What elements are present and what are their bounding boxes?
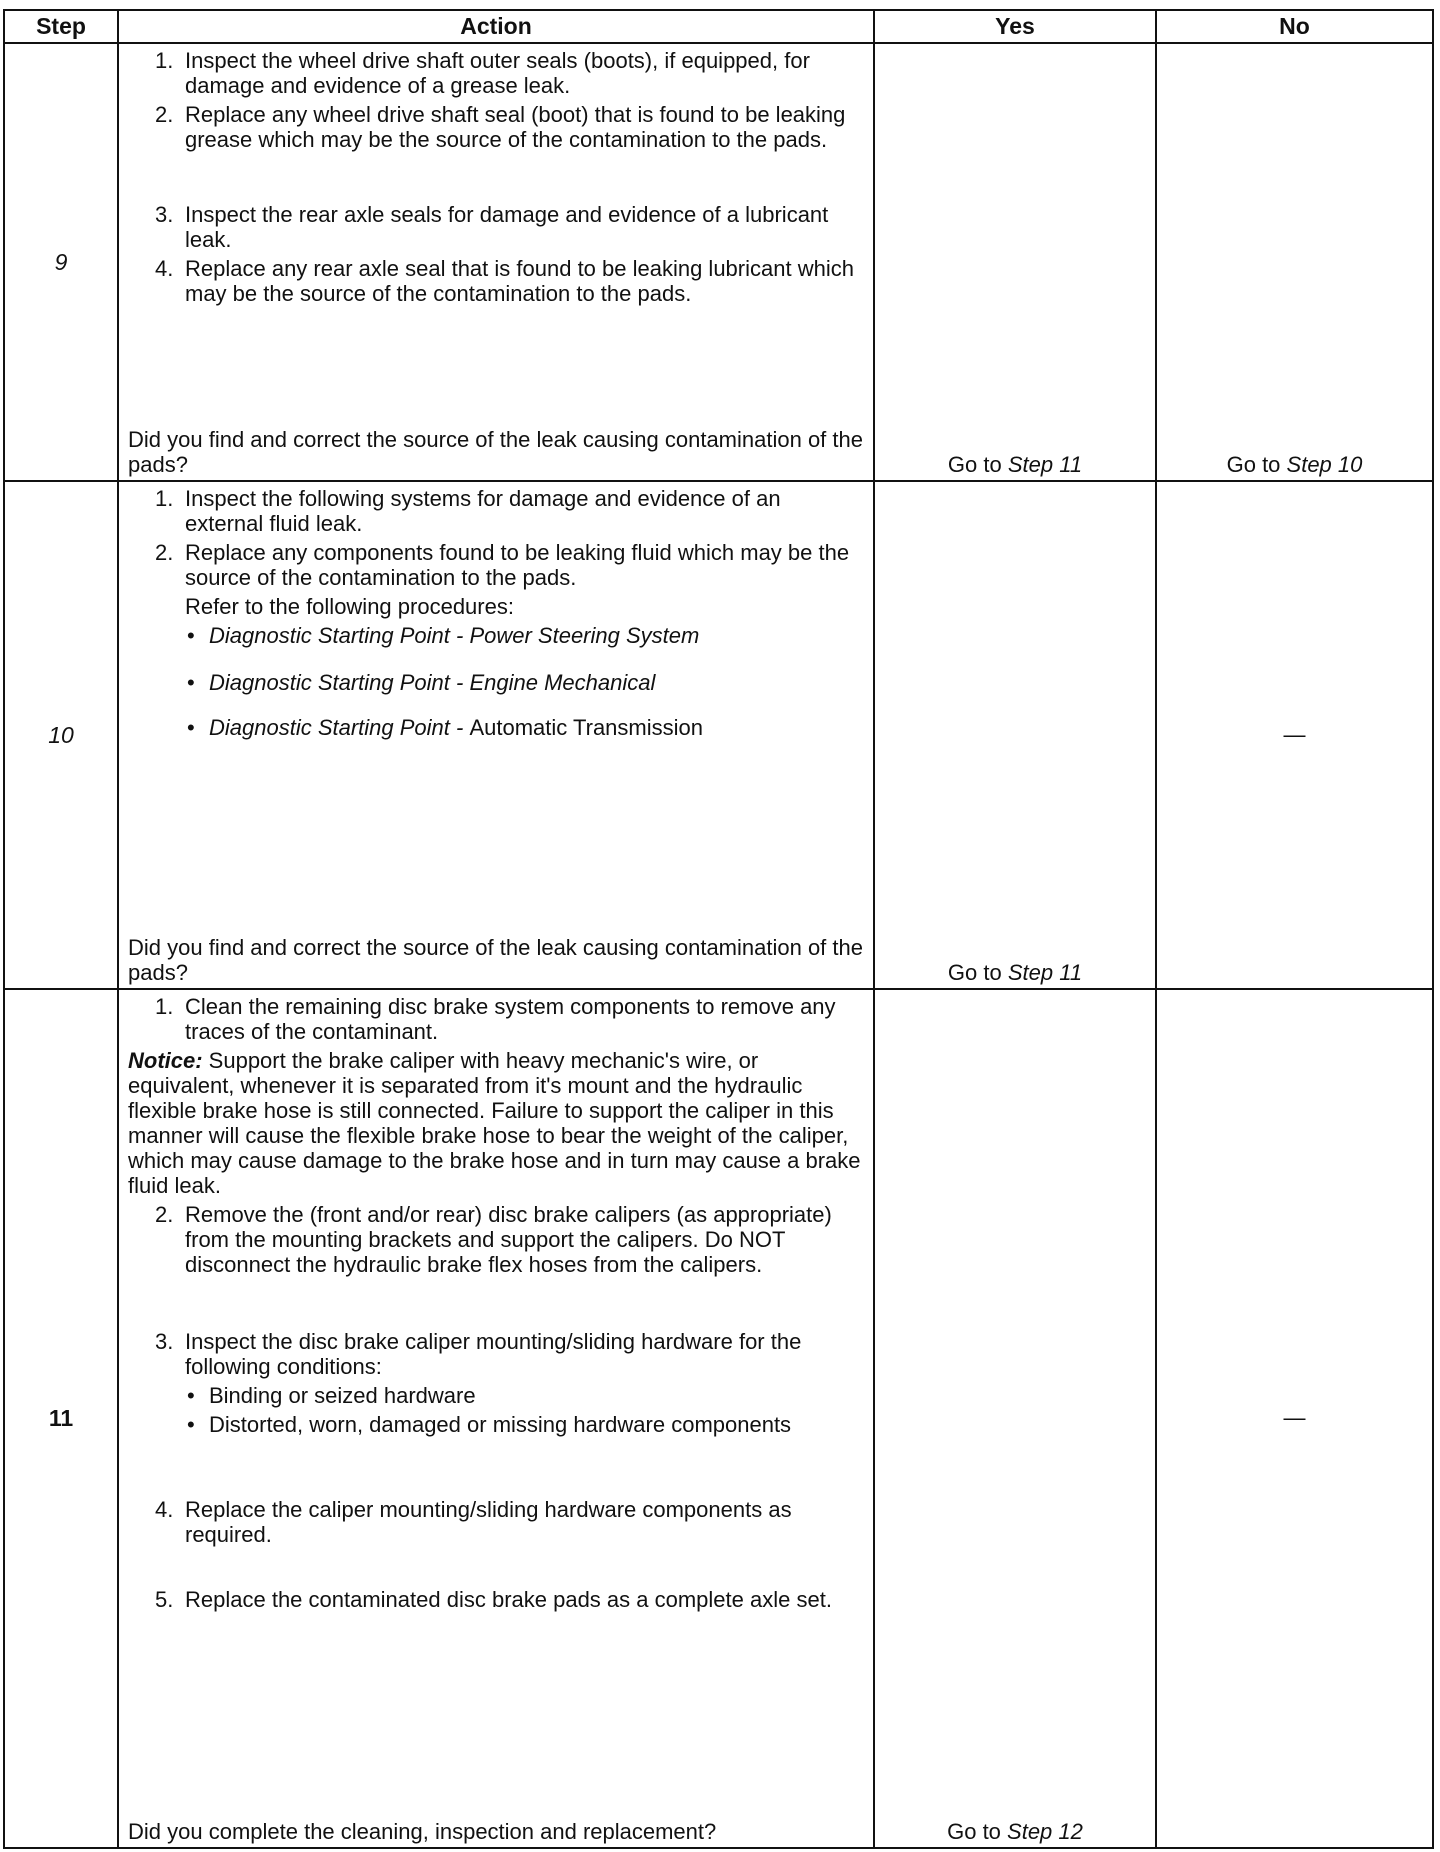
table-row-step-10 [4,481,1433,989]
list-item: 4. Replace any rear axle seal that is found to be leaking lubricant which may be the source of the contamination to the pads. [155,256,854,306]
no-cell [1156,481,1433,989]
diagnostic-table [3,9,1434,1849]
table-row-step-11 [4,989,1433,1848]
dash-mark: — [1283,721,1306,747]
action-cell [118,43,874,481]
condition-item: • Distorted, worn, damaged or missing hardware components [187,1412,792,1437]
procedure-link-power-steering: • Diagnostic Starting Point - Power Steering System [187,623,700,648]
no-cell: Go to Step 10 [1156,43,1433,481]
list-item: 5. Replace the contaminated disc brake pads as a complete axle set. [155,1587,832,1612]
condition-item: • Binding or seized hardware [187,1383,476,1408]
yes-cell: Go to Step 11 [874,43,1156,481]
action-cell [118,481,874,989]
table-row-step-9 [4,43,1433,481]
step-number: 11 [4,989,118,1848]
yes-cell: Go to Step 12 [874,989,1156,1848]
yes-cell: Go to Step 11 [874,481,1156,989]
list-item: 1. Clean the remaining disc brake system components to remove any traces of the contaminant. [155,994,836,1044]
header-row [4,10,1433,43]
header-yes: Yes [874,10,1156,43]
notice-paragraph: Notice: Support the brake caliper with heavy mechanic's wire, or equivalent, whenever it is separated from it's mount and the hydraulic flexible brake hose is still connected. Failure to support the caliper in this manner will cause the flexible brake hose to bear the weight of the caliper, which may cause damage to the brake hose and in turn may cause a brake fluid leak. [128,1048,861,1198]
dash-mark: — [1283,1405,1306,1430]
header-step: Step [4,10,118,43]
header-no: No [1156,10,1433,43]
step-number: 10 [4,481,118,989]
procedure-link-automatic-transmission: • Diagnostic Starting Point - Automatic Transmission [187,715,703,740]
question-text: Did you find and correct the source of the leak causing contamination of the pads? [128,427,863,477]
question-text: Did you complete the cleaning, inspection and replacement? [128,1819,717,1844]
list-item: 2. Remove the (front and/or rear) disc brake calipers (as appropriate) from the mounting brackets and support the calipers. Do NOT disconnect the hydraulic brake flex hoses from the calipers. [155,1202,832,1277]
no-cell [1156,989,1433,1848]
list-item: 2. Replace any components found to be leaking fluid which may be the source of the contamination to the pads. [155,540,850,590]
refer-text: Refer to the following procedures: [185,594,514,619]
action-cell [118,989,874,1848]
list-item: 1. Inspect the wheel drive shaft outer seals (boots), if equipped, for damage and evidence of a grease leak. [155,48,810,98]
list-item: 3. Inspect the rear axle seals for damage and evidence of a lubricant leak. [155,202,829,252]
header-action: Action [118,10,874,43]
question-text: Did you find and correct the source of the leak causing contamination of the pads? [128,935,863,985]
procedure-link-engine-mechanical: • Diagnostic Starting Point - Engine Mechanical [187,670,656,695]
list-item: 3. Inspect the disc brake caliper mounting/sliding hardware for the following conditions: [155,1329,802,1379]
list-item: 2. Replace any wheel drive shaft seal (boot) that is found to be leaking grease which may be the source of the contamination to the pads. [155,102,846,152]
list-item: 1. Inspect the following systems for damage and evidence of an external fluid leak. [155,486,781,536]
list-item: 4. Replace the caliper mounting/sliding hardware components as required. [155,1497,792,1547]
step-number: 9 [4,43,118,481]
